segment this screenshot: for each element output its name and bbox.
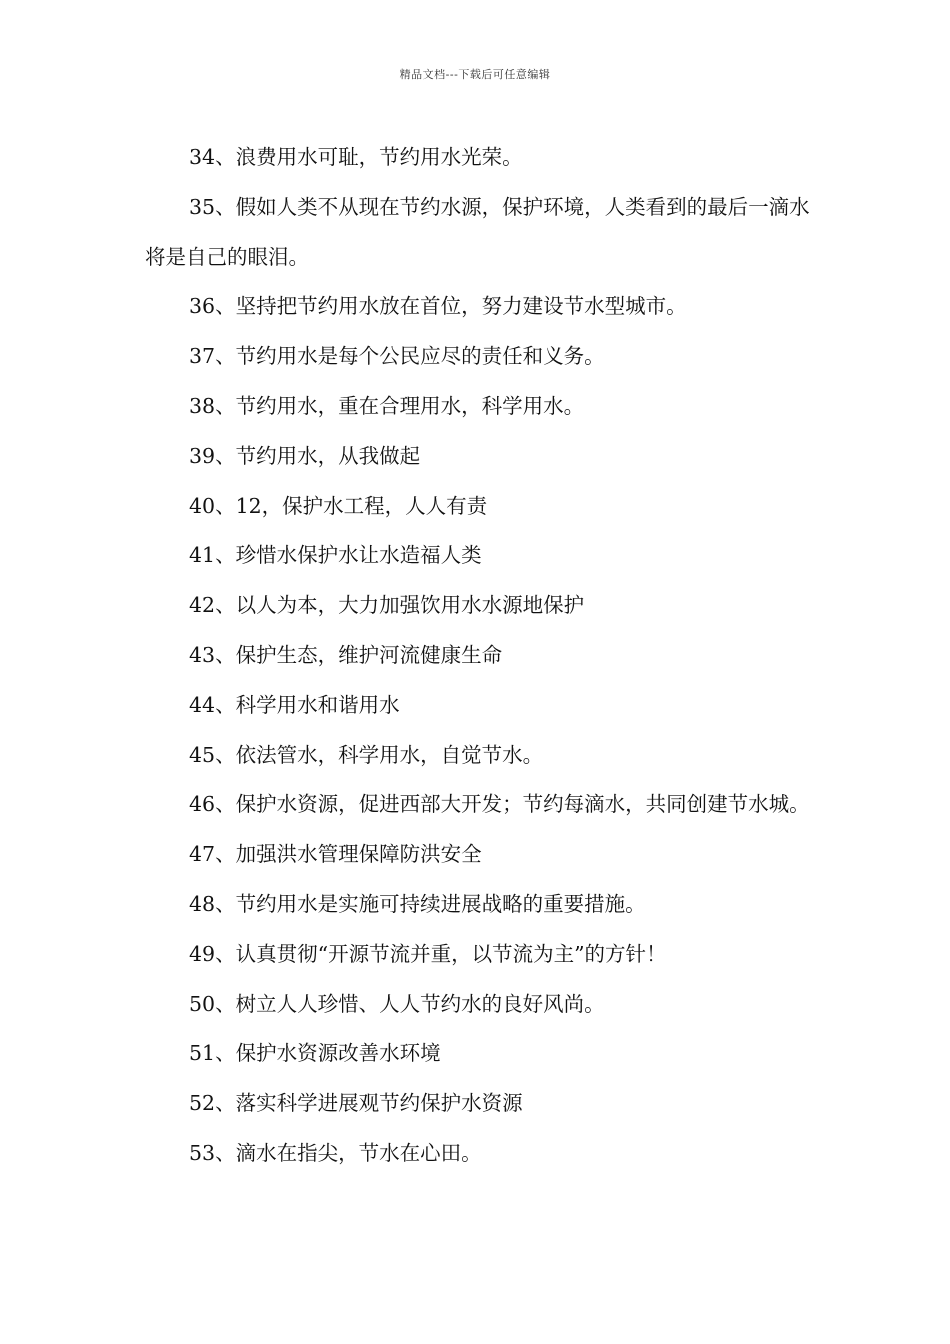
slogan-list bbox=[145, 133, 810, 1179]
list-item: 53、滴水在指尖，节水在心田。 bbox=[189, 1140, 482, 1165]
list-item: 37、节约用水是每个公民应尽的责任和义务。 bbox=[189, 344, 605, 369]
list-item: 46、保护水资源，促进西部大开发；节约每滴水，共同创建节水城。 bbox=[189, 792, 810, 817]
list-item: 47、加强洪水管理保障防洪安全 bbox=[189, 842, 482, 867]
list-item: 45、依法管水，科学用水，自觉节水。 bbox=[189, 742, 544, 767]
list-item: 39、节约用水，从我做起 bbox=[189, 443, 421, 468]
list-item: 49、认真贯彻“开源节流并重，以节流为主”的方针！ bbox=[189, 941, 667, 966]
list-item: 40、12，保护水工程，人人有责 bbox=[189, 493, 488, 518]
list-item: 51、保护水资源改善水环境 bbox=[189, 1041, 441, 1066]
list-item: 36、坚持把节约用水放在首位，努力建设节水型城市。 bbox=[189, 294, 687, 319]
list-item: 50、树立人人珍惜、人人节约水的良好风尚。 bbox=[189, 991, 605, 1016]
list-item: 41、珍惜水保护水让水造福人类 bbox=[189, 543, 482, 568]
list-item: 48、节约用水是实施可持续进展战略的重要措施。 bbox=[189, 891, 646, 916]
list-item: 52、落实科学进展观节约保护水资源 bbox=[189, 1091, 523, 1116]
list-item: 35、假如人类不从现在节约水源，保护环境，人类看到的最后一滴水将是自己的眼泪。 bbox=[145, 194, 810, 269]
page-header: 精品文档---下载后可任意编辑 bbox=[399, 68, 551, 81]
list-item: 42、以人为本，大力加强饮用水水源地保护 bbox=[189, 593, 585, 618]
list-item: 34、浪费用水可耻，节约用水光荣。 bbox=[189, 145, 523, 169]
list-item: 43、保护生态，维护河流健康生命 bbox=[189, 642, 503, 667]
list-item: 44、科学用水和谐用水 bbox=[189, 692, 400, 717]
list-item: 38、节约用水，重在合理用水，科学用水。 bbox=[189, 393, 585, 418]
